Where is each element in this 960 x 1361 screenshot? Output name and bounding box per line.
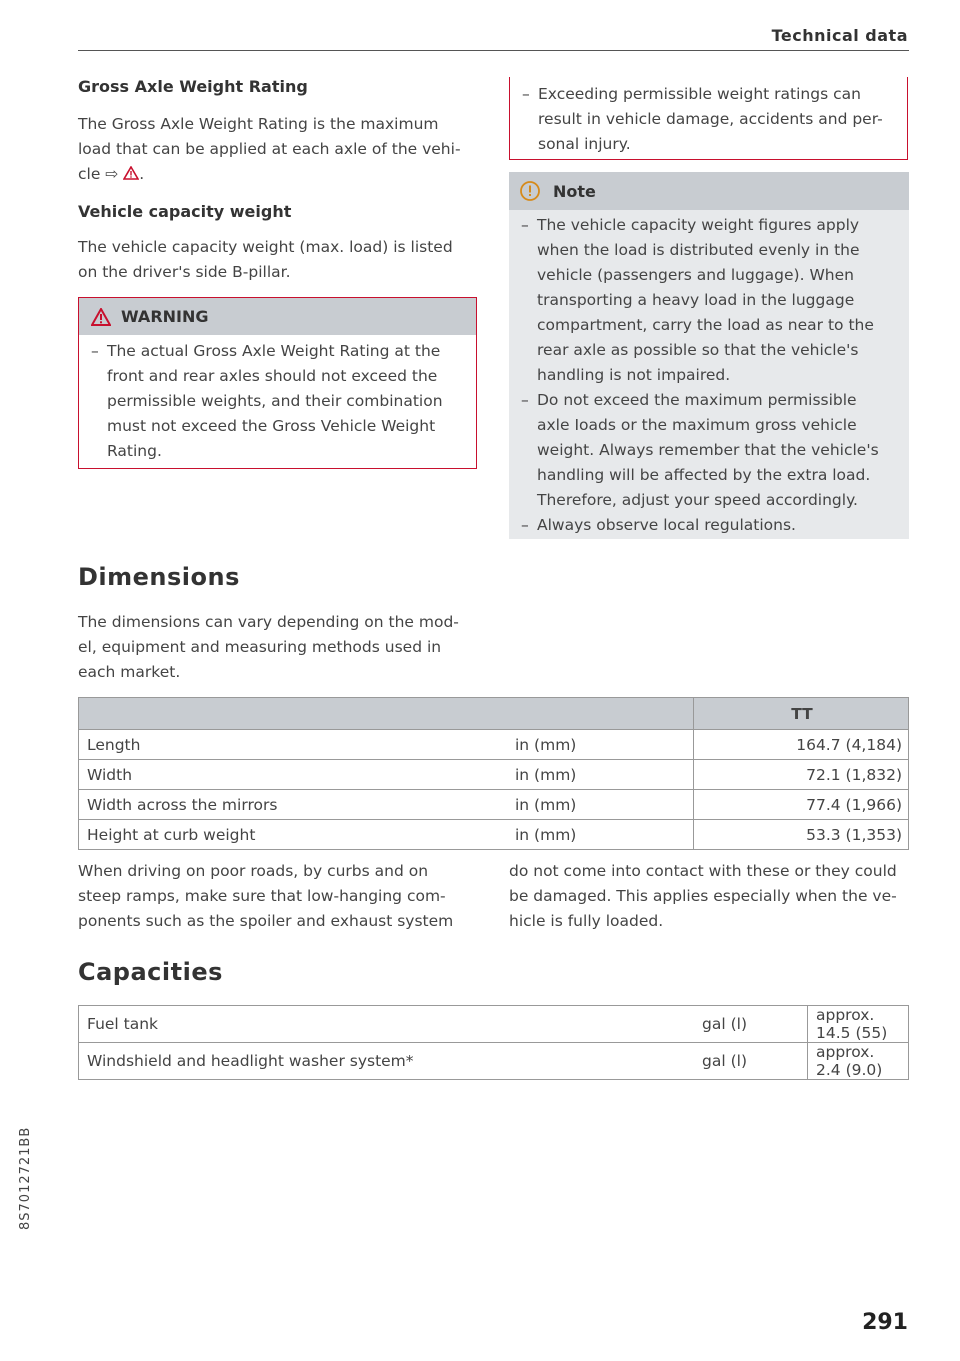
note-label: Note xyxy=(553,181,596,201)
row-unit: in (mm) xyxy=(507,730,694,760)
note-line: Therefore, adjust your speed accordingly. xyxy=(537,491,858,509)
warning-label: WARNING xyxy=(121,307,209,326)
row-label: Width xyxy=(79,760,508,790)
table-row xyxy=(79,1006,909,1043)
warning-continuation-list xyxy=(510,77,907,157)
running-header-title: Technical data xyxy=(771,26,908,45)
row-unit: in (mm) xyxy=(507,790,694,820)
note-line: when the load is distributed evenly in the xyxy=(537,241,860,259)
poor-roads-line: When driving on poor roads, by curbs and on xyxy=(78,862,429,880)
row-label: Windshield and headlight washer system* xyxy=(79,1043,634,1080)
document-code: 8S7012721BB xyxy=(18,1126,33,1230)
vcw-line-2: on the driver's side B-pillar. xyxy=(78,263,291,281)
warning-item: – The actual Gross Axle Weight Rating at the front and rear axles should not exceed the permissible weights, and their combination must not exceed the Gross Vehicle Weight Rating. xyxy=(79,339,476,464)
warning-triangle-icon[interactable] xyxy=(123,166,139,180)
dimensions-heading: Dimensions xyxy=(78,563,240,591)
warning-line: front and rear axles should not exceed the xyxy=(107,367,438,385)
vcw-text xyxy=(78,235,478,285)
poor-roads-right xyxy=(509,859,919,934)
note-header xyxy=(509,172,909,210)
row-value: approx. 2.4 (9.0) xyxy=(808,1043,909,1080)
row-value: 77.4 (1,966) xyxy=(694,790,909,820)
warning-continuation-item: – Exceeding permissible weight ratings can result in vehicle damage, accidents and per- sonal injury. xyxy=(510,82,907,157)
note-line: compartment, carry the load as near to the xyxy=(537,316,874,334)
note-item: – Always observe local regulations. xyxy=(509,513,909,538)
note-line: The vehicle capacity weight figures apply xyxy=(537,216,860,234)
gawr-line-1: The Gross Axle Weight Rating is the maximum xyxy=(78,115,439,133)
warning-triangle-icon xyxy=(91,308,111,326)
note-line: vehicle (passengers and luggage). When xyxy=(537,266,854,284)
note-line: transporting a heavy load in the luggage xyxy=(537,291,855,309)
capacities-heading: Capacities xyxy=(78,958,223,986)
warning-line: must not exceed the Gross Vehicle Weight xyxy=(107,417,436,435)
poor-roads-line: hicle is fully loaded. xyxy=(509,912,664,930)
header-cell-empty xyxy=(79,698,508,730)
gawr-text xyxy=(78,112,478,187)
note-line: axle Ioads or the maximum gross vehicle xyxy=(537,416,857,434)
row-unit: gal (l) xyxy=(633,1006,808,1043)
row-value: approx. 14.5 (55) xyxy=(808,1006,909,1043)
gawr-line-2: load that can be applied at each axle of the vehi- xyxy=(78,140,461,158)
capacities-table xyxy=(78,1005,909,1080)
warning-list xyxy=(79,335,476,464)
note-line: handling will be affected by the extra load. xyxy=(537,466,871,484)
note-item: – Do not exceed the maximum permissible axle Ioads or the maximum gross vehicle weight. Always remember that the vehicle's handling will be affected by the extra load. Therefore, adjust your speed accordingly. xyxy=(509,388,909,513)
poor-roads-line: ponents such as the spoiler and exhaust system xyxy=(78,912,454,930)
poor-roads-line: steep ramps, make sure that low-hanging com- xyxy=(78,887,446,905)
dimensions-line: The dimensions can vary depending on the mod- xyxy=(78,613,459,631)
row-unit: in (mm) xyxy=(507,820,694,850)
poor-roads-left xyxy=(78,859,488,934)
note-line: handling is not impaired. xyxy=(537,366,731,384)
table-row xyxy=(79,1043,909,1080)
vcw-line-1: The vehicle capacity weight (max. load) is listed xyxy=(78,238,453,256)
row-label: Fuel tank xyxy=(79,1006,634,1043)
warning-continuation-line: sonal injury. xyxy=(538,135,631,153)
page-number: 291 xyxy=(862,1310,908,1335)
poor-roads-line: be damaged. This applies especially when the ve- xyxy=(509,887,897,905)
row-value: 53.3 (1,353) xyxy=(694,820,909,850)
warning-box xyxy=(78,297,477,469)
table-row xyxy=(79,760,909,790)
header-rule xyxy=(78,50,909,51)
dimensions-table-header xyxy=(79,698,909,730)
note-list xyxy=(509,210,909,538)
row-value: 164.7 (4,184) xyxy=(694,730,909,760)
note-item: – The vehicle capacity weight figures apply when the load is distributed evenly in the vehicle (passengers and luggage). When transporting a heavy load in the luggage compartment, carry the load as near to the rear axle as possible so that the vehicle's handling is not impaired. xyxy=(509,213,909,388)
note-line: Always observe local regulations. xyxy=(537,516,796,534)
row-label: Width across the mirrors xyxy=(79,790,508,820)
gawr-line-3-text: cle ⇨ xyxy=(78,165,119,183)
poor-roads-line: do not come into contact with these or they could xyxy=(509,862,897,880)
dimensions-intro xyxy=(78,610,478,685)
row-unit: in (mm) xyxy=(507,760,694,790)
warning-continuation-line: Exceeding permissible weight ratings can xyxy=(538,85,861,103)
header-cell-model: TT xyxy=(694,698,909,730)
note-line: weight. Always remember that the vehicle's xyxy=(537,441,879,459)
header-cell-unit xyxy=(507,698,694,730)
warning-line: permissible weights, and their combination xyxy=(107,392,443,410)
table-row xyxy=(79,790,909,820)
table-row xyxy=(79,820,909,850)
dimensions-table xyxy=(78,697,909,850)
note-box xyxy=(509,172,909,539)
warning-continuation-line: result in vehicle damage, accidents and per- xyxy=(538,110,883,128)
dimensions-line: each market. xyxy=(78,663,181,681)
row-label: Length xyxy=(79,730,508,760)
gawr-heading: Gross Axle Weight Rating xyxy=(78,77,308,96)
note-line: Do not exceed the maximum permissible xyxy=(537,391,857,409)
warning-header xyxy=(79,298,476,335)
table-row xyxy=(79,730,909,760)
row-unit: gal (l) xyxy=(633,1043,808,1080)
warning-line: Rating. xyxy=(107,442,162,460)
row-value: 72.1 (1,832) xyxy=(694,760,909,790)
dimensions-line: el, equipment and measuring methods used in xyxy=(78,638,442,656)
warning-line: The actual Gross Axle Weight Rating at the xyxy=(107,342,441,360)
vcw-heading: Vehicle capacity weight xyxy=(78,202,292,221)
row-label: Height at curb weight xyxy=(79,820,508,850)
gawr-line-3: cle ⇨ . xyxy=(78,165,145,183)
note-line: rear axle as possible so that the vehicle's xyxy=(537,341,859,359)
warning-continuation-box xyxy=(509,77,908,160)
info-circle-icon xyxy=(519,180,541,202)
